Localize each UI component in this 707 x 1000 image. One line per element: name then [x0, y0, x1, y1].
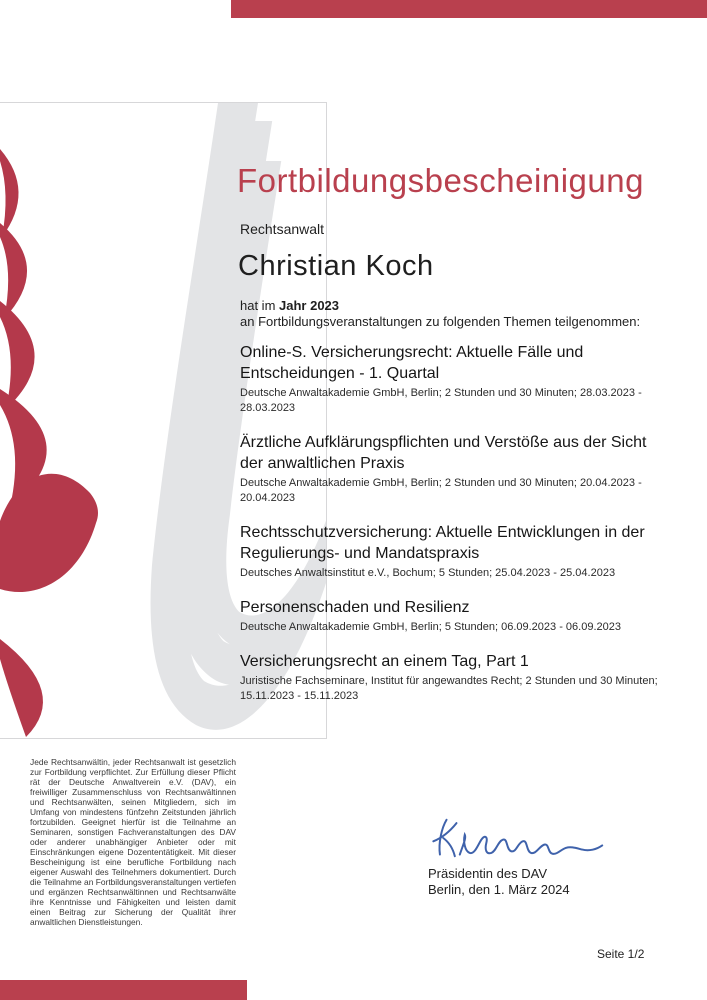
intro-line2: an Fortbildungsveranstaltungen zu folgenden Themen teilgenommen:	[240, 313, 641, 329]
top-accent-bar	[231, 0, 707, 18]
course-details: Deutsche Anwaltakademie GmbH, Berlin; 2 Stunden und 30 Minuten; 20.04.2023 - 20.04.2023	[240, 477, 642, 504]
course-item	[240, 342, 670, 416]
course-details: Deutsche Anwaltakademie GmbH, Berlin; 5 Stunden; 06.09.2023 - 06.09.2023	[240, 621, 621, 633]
course-title: Rechtsschutzversicherung: Aktuelle Entwicklungen in der Regulierungs- und Mandatspraxis	[240, 524, 645, 562]
handwritten-signature-icon	[430, 810, 608, 866]
course-item	[240, 522, 670, 581]
recipient-name: Christian Koch	[238, 250, 434, 282]
course-item	[240, 432, 670, 506]
course-title: Personenschaden und Resilienz	[240, 599, 470, 616]
course-item	[240, 597, 670, 635]
course-title: Online-S. Versicherungsrecht: Aktuelle Fälle und Entscheidungen - 1. Quartal	[240, 344, 584, 382]
salutation-label: Rechtsanwalt	[240, 221, 325, 237]
course-title: Ärztliche Aufklärungspflichten und Verstöße aus der Sicht der anwaltlichen Praxis	[240, 434, 647, 472]
course-details: Deutsche Anwaltakademie GmbH, Berlin; 2 Stunden und 30 Minuten; 28.03.2023 - 28.03.2023	[240, 387, 642, 414]
course-details: Juristische Fachseminare, Institut für angewandtes Recht; 2 Stunden und 30 Minuten; 15.11.2023 - 15.11.2023	[240, 675, 658, 702]
legal-footnote: Jede Rechtsanwältin, jeder Rechtsanwalt ist gesetzlich zur Fortbildung verpflichtet. Zur Erfüllung dieser Pflicht rät der Deutsche Anwaltverein e.V. (DAV), ein freiwilliger Zusammenschluss von Rechtsanwältinnen und Rechtsanwälten, seinen Mitgliedern, sich im Umfang von mindestens fünfzehn Zeitstunden jährlich fortzubilden. Geeignet hierfür ist die Teilnahme an Seminaren, sonstigen Fachveranstaltungen des DAV oder anderer unabhängiger Anbieter oder mit Einschränkungen eigene Dozententätigkeit. Mit dieser Bescheinigung ist eine berufliche Fortbildung nach eigener Auswahl des Teilnehmers dokumentiert. Durch die Teilnahme an Fortbildungsveranstaltungen vertiefen und ergänzen Rechtsanwältinnen und Rechtsanwälte ihre Kenntnisse und Fähigkeiten und leisten damit einen Beitrag zur Sicherung der Qualität ihrer anwaltlichen Dienstleistungen.	[30, 757, 236, 927]
course-title: Versicherungsrecht an einem Tag, Part 1	[240, 653, 529, 670]
signatory-role: Präsidentin des DAV	[428, 866, 547, 881]
course-item	[240, 651, 670, 704]
intro-line1: hat im Jahr 2023	[240, 298, 340, 313]
page-indicator: Seite 1/2	[597, 947, 645, 961]
signature-block	[428, 810, 688, 898]
intro-text	[240, 298, 680, 329]
signature-place-date: Berlin, den 1. März 2024	[428, 882, 570, 897]
course-list	[240, 342, 670, 720]
course-details: Deutsches Anwaltsinstitut e.V., Bochum; 5 Stunden; 25.04.2023 - 25.04.2023	[240, 567, 616, 579]
bottom-accent-bar	[0, 980, 247, 1000]
intro-year-bold: Jahr 2023	[279, 298, 340, 313]
document-title: Fortbildungsbescheinigung	[237, 162, 644, 199]
